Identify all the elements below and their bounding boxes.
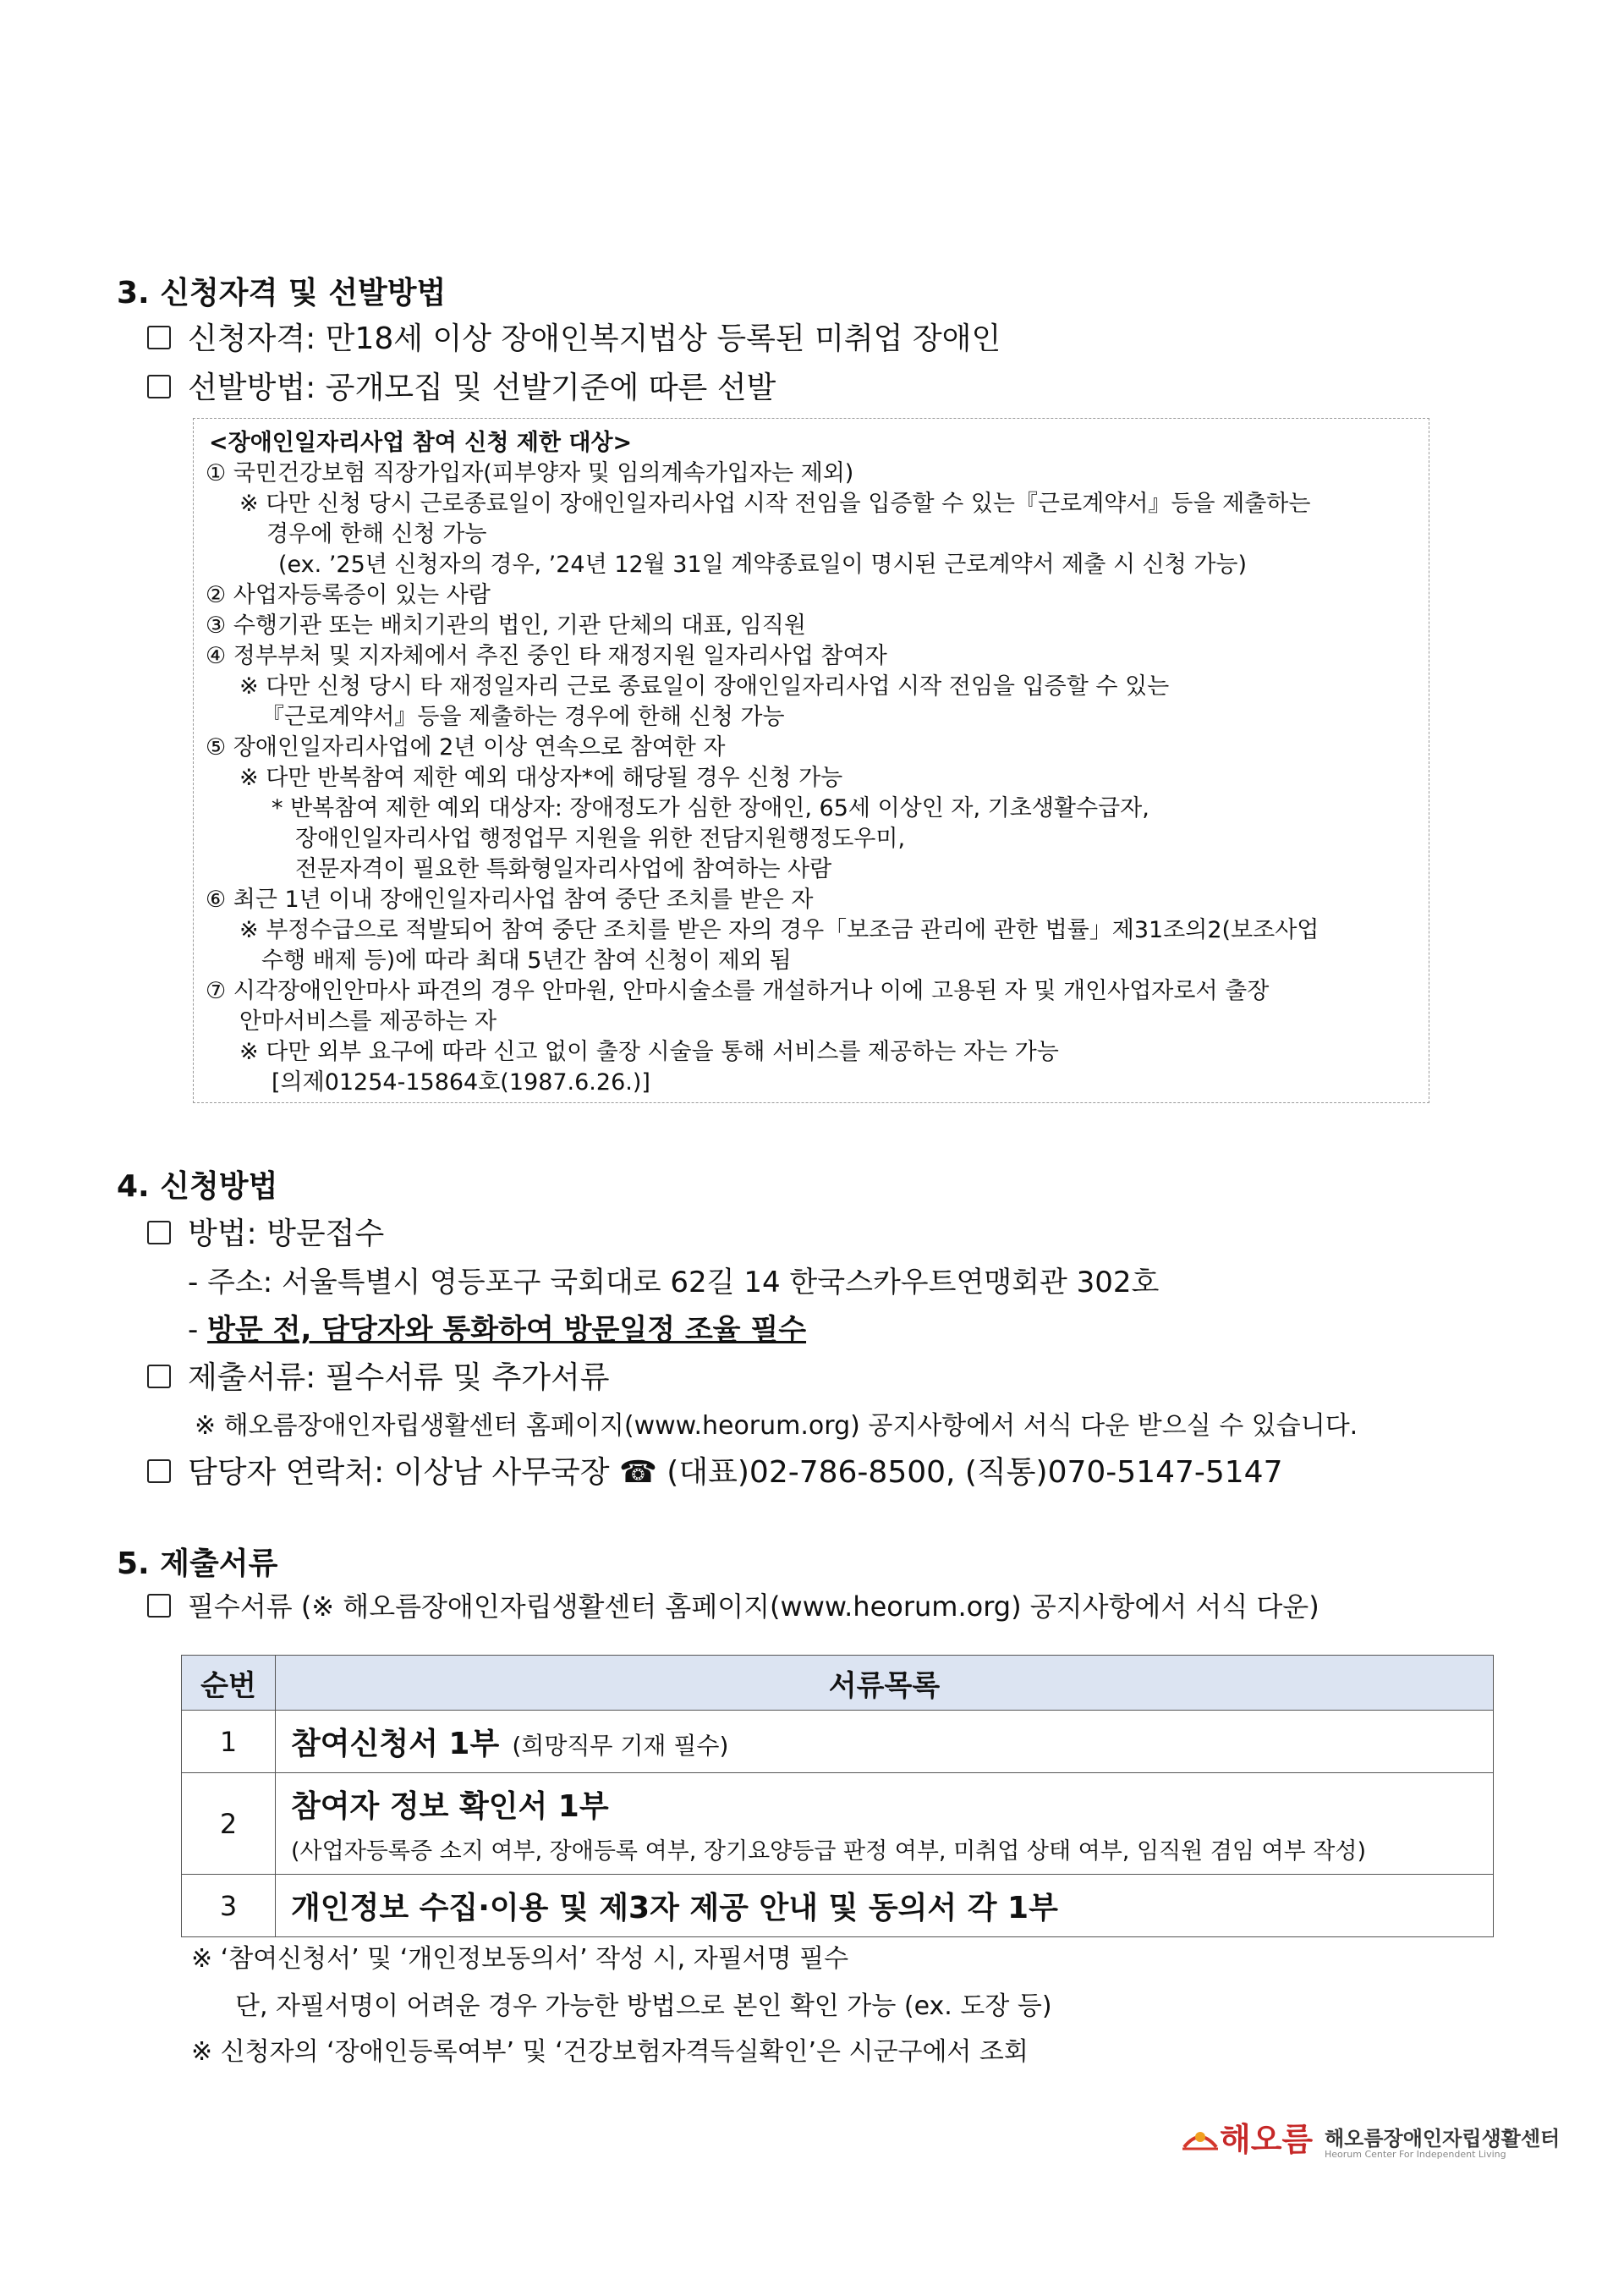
checkbox-square-icon <box>147 1594 171 1618</box>
visit-notice: 방문 전, 담당자와 통화하여 방문일정 조율 필수 <box>207 1313 807 1347</box>
restriction-line: ※ 다만 신청 당시 근로종료일이 장애인일자리사업 시작 전임을 입증할 수 있는『근로계약서』등을 제출하는 <box>239 491 1311 517</box>
restriction-line: ⑦ 시각장애인안마사 파견의 경우 안마원, 안마시술소를 개설하거나 이에 고용된 자 및 개인사업자로서 출장 <box>206 978 1270 1004</box>
document-name: 참여신청서 1부 <box>291 1727 500 1761</box>
method-item <box>147 1210 384 1253</box>
section-4-heading: 4. 신청방법 <box>117 1169 278 1204</box>
sunrise-logo-icon <box>1181 2118 1220 2152</box>
checkbox-square-icon <box>147 326 171 349</box>
org-name: 해오름장애인자립생활센터 <box>1325 2127 1561 2150</box>
row-number: 3 <box>182 1875 276 1937</box>
contact-text: 담당자 연락처: 이상남 사무국장 ☎ (대표)02-786-8500, (직통)070-5147-5147 <box>188 1455 1283 1490</box>
required-item <box>147 1585 1320 1624</box>
row-document <box>276 1773 1494 1875</box>
restriction-line: ※ 다만 신청 당시 타 재정일자리 근로 종료일이 장애인일자리사업 시작 전임을 입증할 수 있는 <box>239 673 1170 700</box>
selection-text: 선발방법: 공개모집 및 선발기준에 따른 선발 <box>188 371 776 405</box>
required-text: 필수서류 (※ 해오름장애인자립생활센터 홈페이지(www.heorum.org) 공지사항에서 서식 다운) <box>188 1590 1320 1623</box>
restriction-title: <장애인일자리사업 참여 신청 제한 대상> <box>209 430 633 456</box>
document-name: 참여자 정보 확인서 1부 <box>291 1788 609 1824</box>
header-number: 순번 <box>182 1656 276 1711</box>
method-text: 방법: 방문접수 <box>188 1217 385 1251</box>
lookup-note: ※ 신청자의 ‘장애인등록여부’ 및 ‘건강보험자격득실확인’은 시군구에서 조회 <box>191 2037 1029 2067</box>
documents-table <box>181 1655 1494 1937</box>
qualification-text: 신청자격: 만18세 이상 장애인복지법상 등록된 미취업 장애인 <box>188 321 1001 356</box>
documents-item <box>147 1354 610 1397</box>
visit-line <box>188 1306 806 1348</box>
checkbox-square-icon <box>147 375 171 398</box>
section-3-heading: 3. 신청자격 및 선발방법 <box>117 276 447 310</box>
signature-note: ※ ‘참여신청서’ 및 ‘개인정보동의서’ 작성 시, 자필서명 필수 <box>191 1944 849 1974</box>
row-number: 1 <box>182 1711 276 1773</box>
signature-note-sub: 단, 자필서명이 어려운 경우 가능한 방법으로 본인 확인 가능 (ex. 도장 등) <box>235 1991 1052 2021</box>
restriction-line: 『근로계약서』등을 제출하는 경우에 한해 신청 가능 <box>261 704 785 730</box>
document-note: (희망직무 기재 필수) <box>512 1732 729 1760</box>
table-row <box>182 1773 1494 1875</box>
table-row <box>182 1875 1494 1937</box>
checkbox-square-icon <box>147 1365 171 1388</box>
selection-item <box>147 364 776 407</box>
restriction-line: ⑥ 최근 1년 이내 장애인일자리사업 참여 중단 조치를 받은 자 <box>206 887 814 913</box>
restriction-line: ※ 다만 반복참여 제한 예외 대상자*에 해당될 경우 신청 가능 <box>239 765 843 791</box>
restriction-line: 경우에 한해 신청 가능 <box>266 521 487 547</box>
visit-dash: - <box>188 1313 208 1347</box>
restriction-line: * 반복참여 제한 예외 대상자: 장애정도가 심한 장애인, 65세 이상인 자, 기초생활수급자, <box>272 795 1149 821</box>
table-row <box>182 1711 1494 1773</box>
restriction-line: ④ 정부부처 및 지자체에서 추진 중인 타 재정지원 일자리사업 참여자 <box>206 643 887 669</box>
documents-text: 제출서류: 필수서류 및 추가서류 <box>188 1360 610 1395</box>
org-subtitle: Heorum Center For Independent Living <box>1325 2149 1506 2160</box>
checkbox-square-icon <box>147 1459 171 1483</box>
documents-note: ※ 해오름장애인자립생활센터 홈페이지(www.heorum.org) 공지사항에서 서식 다운 받으실 수 있습니다. <box>195 1411 1358 1441</box>
restriction-line: ② 사업자등록증이 있는 사람 <box>206 582 491 608</box>
row-document <box>276 1875 1494 1937</box>
restriction-line: (ex. ’25년 신청자의 경우, ’24년 12월 31일 계약종료일이 명시된 근로계약서 제출 시 신청 가능) <box>278 552 1248 578</box>
restriction-line: [의제01254-15864호(1987.6.26.)] <box>272 1069 650 1096</box>
checkbox-square-icon <box>147 1221 171 1244</box>
restriction-line: 수행 배제 등)에 따라 최대 5년간 참여 신청이 제외 됨 <box>261 948 792 974</box>
restriction-line: ③ 수행기관 또는 배치기관의 법인, 기관 단체의 대표, 임직원 <box>206 612 806 639</box>
section-5-heading: 5. 제출서류 <box>117 1546 278 1581</box>
row-number: 2 <box>182 1773 276 1875</box>
address-line: - 주소: 서울특별시 영등포구 국회대로 62길 14 한국스카우트연맹회관 302호 <box>188 1266 1160 1299</box>
restriction-line: ※ 다만 외부 요구에 따라 신고 없이 출장 시술을 통해 서비스를 제공하는 자는 가능 <box>239 1039 1059 1065</box>
table-header-row <box>182 1656 1494 1711</box>
document-name: 개인정보 수집·이용 및 제3자 제공 안내 및 동의서 각 1부 <box>291 1891 1058 1925</box>
restriction-line: 장애인일자리사업 행정업무 지원을 위한 전담지원행정도우미, <box>295 826 906 852</box>
restriction-line: ① 국민건강보험 직장가입자(피부양자 및 임의계속가입자는 제외) <box>206 460 854 486</box>
qualification-item <box>147 315 1001 358</box>
logo-mark: 해오름 <box>1220 2120 1314 2158</box>
document-note: (사업자등록증 소지 여부, 장애등록 여부, 장기요양등급 판정 여부, 미취업 상태 여부, 임직원 겸임 여부 작성) <box>291 1837 1366 1865</box>
restriction-box <box>193 418 1429 1103</box>
contact-item <box>147 1448 1283 1491</box>
row-document <box>276 1711 1494 1773</box>
restriction-line: 안마서비스를 제공하는 자 <box>239 1008 497 1035</box>
restriction-line: ⑤ 장애인일자리사업에 2년 이상 연속으로 참여한 자 <box>206 734 726 761</box>
header-documents: 서류목록 <box>276 1656 1494 1711</box>
restriction-line: 전문자격이 필요한 특화형일자리사업에 참여하는 사람 <box>295 856 832 882</box>
restriction-line: ※ 부정수급으로 적발되어 참여 중단 조치를 받은 자의 경우「보조금 관리에 관한 법률」제31조의2(보조사업 <box>239 917 1320 943</box>
